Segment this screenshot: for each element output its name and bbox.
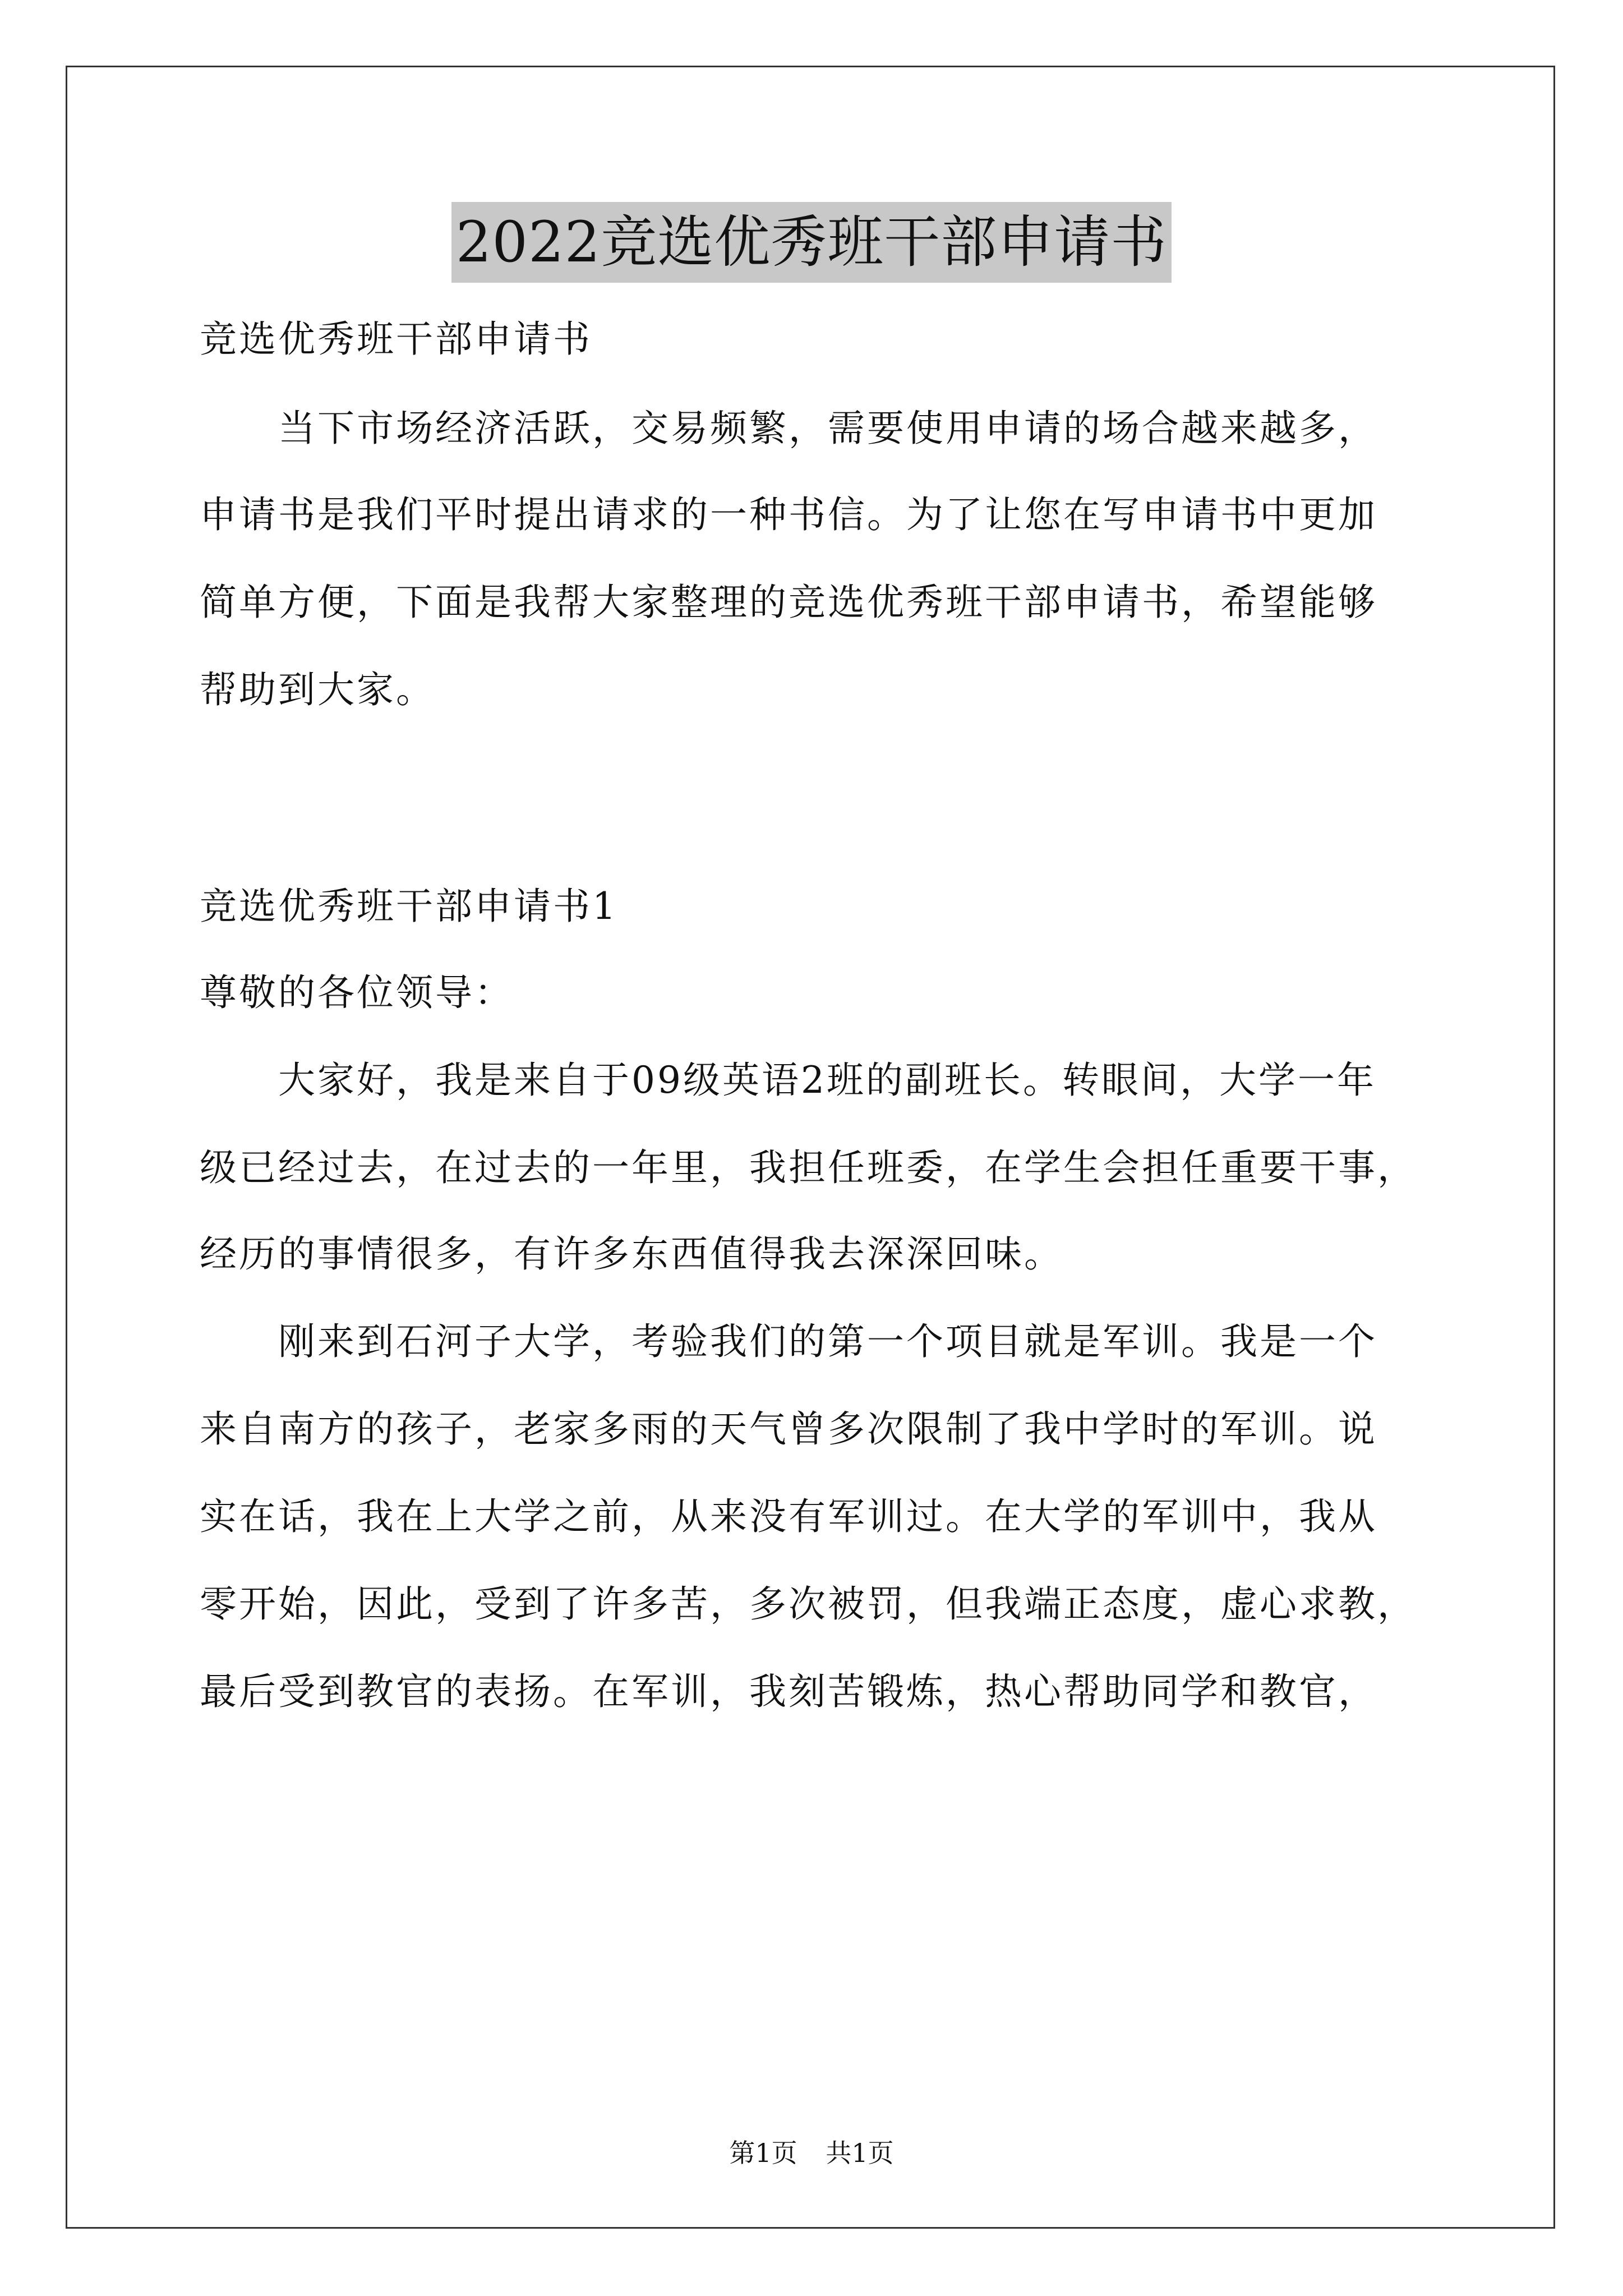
intro-line: 帮助到大家。: [200, 668, 435, 711]
intro-line: 申请书是我们平时提出请求的一种书信。为了让您在写申请书中更加: [200, 493, 1377, 536]
page-total: 共1页: [826, 2138, 894, 2168]
section-heading: 竞选优秀班干部申请书1: [200, 885, 618, 928]
document-subtitle: 竞选优秀班干部申请书: [200, 318, 592, 361]
page-current: 第1页: [729, 2138, 797, 2168]
paragraph-line: 实在话，我在上大学之前，从来没有军训过。在大学的军训中，我从: [200, 1495, 1377, 1538]
paragraph-line: 刚来到石河子大学，考验我们的第一个项目就是军训。我是一个: [278, 1320, 1377, 1363]
salutation: 尊敬的各位领导：: [200, 971, 514, 1014]
paragraph-line: 来自南方的孩子，老家多雨的天气曾多次限制了我中学时的军训。说: [200, 1407, 1377, 1451]
paragraph-line: 经历的事情很多，有许多东西值得我去深深回味。: [200, 1232, 1063, 1276]
title-wrap: [0, 202, 1623, 283]
intro-line: 当下市场经济活跃，交易频繁，需要使用申请的场合越来越多，: [278, 407, 1377, 450]
paragraph-line: 零开始，因此，受到了许多苦，多次被罚，但我端正态度，虚心求教，: [200, 1582, 1417, 1626]
paragraph-line: 大家好，我是来自于09级英语2班的副班长。转眼间，大学一年: [278, 1059, 1376, 1102]
paragraph-line: 级已经过去，在过去的一年里，我担任班委，在学生会担任重要干事，: [200, 1146, 1417, 1189]
document-title: 2022竞选优秀班干部申请书: [451, 202, 1172, 283]
intro-line: 简单方便，下面是我帮大家整理的竞选优秀班干部申请书，希望能够: [200, 581, 1377, 624]
paragraph-line: 最后受到教官的表扬。在军训，我刻苦锻炼，热心帮助同学和教官，: [200, 1670, 1377, 1713]
page-footer: [0, 2136, 1623, 2170]
